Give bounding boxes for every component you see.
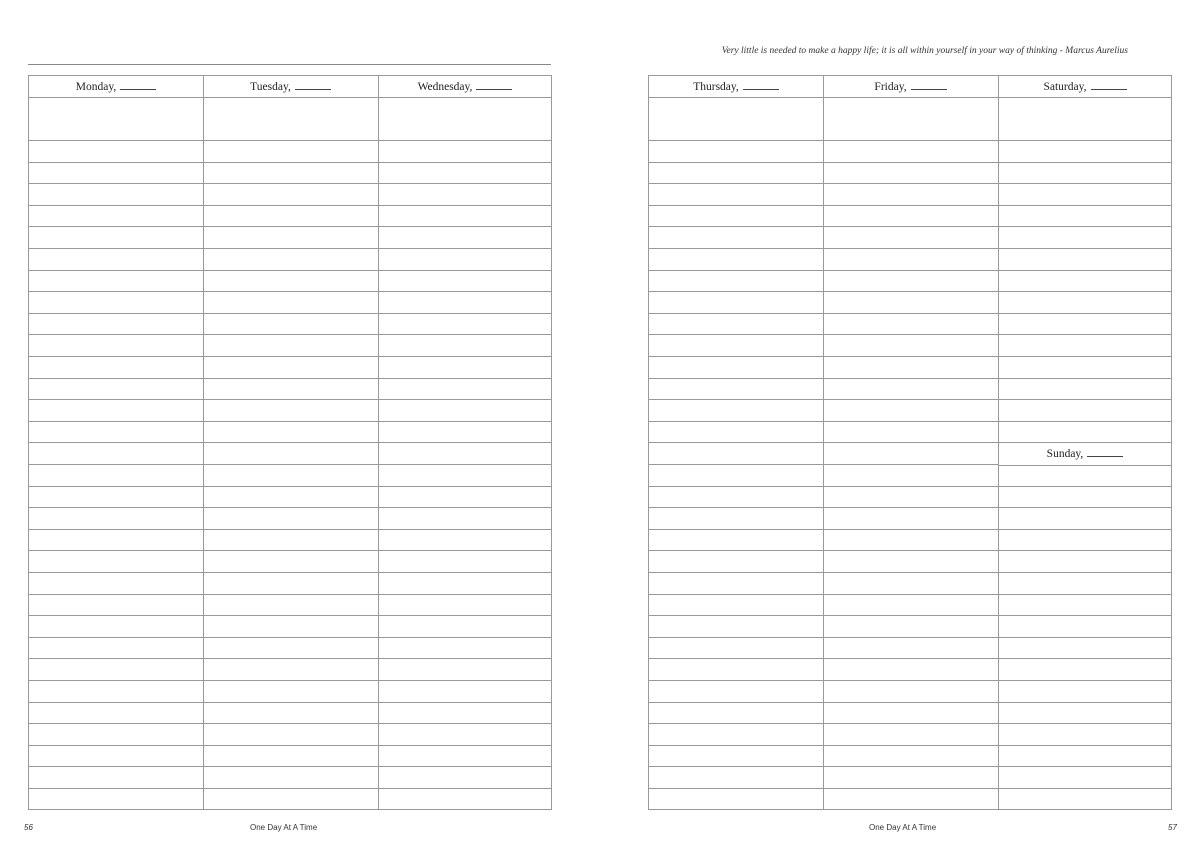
- footer-title: One Day At A Time: [250, 823, 318, 832]
- writing-line[interactable]: [649, 658, 1171, 659]
- day-label: Sunday,: [1046, 448, 1084, 460]
- writing-line[interactable]: [649, 421, 1171, 422]
- day-header-friday: [823, 76, 998, 98]
- writing-line[interactable]: [29, 766, 551, 767]
- writing-line[interactable]: [649, 399, 1171, 400]
- writing-line[interactable]: [29, 313, 551, 314]
- writing-line[interactable]: [29, 162, 551, 163]
- writing-line[interactable]: [649, 594, 1171, 595]
- writing-line[interactable]: [649, 270, 1171, 271]
- day-label: Monday,: [75, 81, 117, 93]
- day-label: Thursday,: [693, 81, 739, 93]
- writing-line[interactable]: [649, 313, 1171, 314]
- left-week-grid: [28, 75, 552, 810]
- day-header-sunday: [998, 443, 1172, 465]
- writing-line[interactable]: [649, 291, 1171, 292]
- sunday-header-rule: [998, 465, 1171, 466]
- footer-title: One Day At A Time: [869, 823, 937, 832]
- quote: Very little is needed to make a happy life; it is all within yourself in your way of thinking - Marcus Aurelius: [721, 46, 1128, 56]
- writing-line[interactable]: [649, 97, 1171, 98]
- page-number: 57: [1168, 823, 1177, 832]
- writing-line[interactable]: [649, 464, 998, 465]
- date-blank[interactable]: [911, 80, 947, 90]
- day-label: Wednesday,: [417, 81, 473, 93]
- writing-line[interactable]: [649, 788, 1171, 789]
- writing-line[interactable]: [649, 529, 1171, 530]
- day-header-wednesday: [378, 76, 552, 98]
- writing-line[interactable]: [649, 334, 1171, 335]
- writing-line[interactable]: [649, 356, 1171, 357]
- writing-line[interactable]: [649, 140, 1171, 141]
- writing-line[interactable]: [29, 745, 551, 746]
- writing-line[interactable]: [29, 550, 551, 551]
- date-blank[interactable]: [743, 80, 779, 90]
- writing-line[interactable]: [29, 615, 551, 616]
- writing-line[interactable]: [29, 291, 551, 292]
- day-header-monday: [29, 76, 203, 98]
- day-header-saturday: [998, 76, 1172, 98]
- writing-line[interactable]: [29, 140, 551, 141]
- writing-line[interactable]: [29, 529, 551, 530]
- writing-line[interactable]: [29, 702, 551, 703]
- page-number: 56: [24, 823, 33, 832]
- writing-line[interactable]: [649, 702, 1171, 703]
- writing-line[interactable]: [649, 442, 1171, 443]
- writing-line[interactable]: [29, 464, 551, 465]
- writing-line[interactable]: [649, 162, 1171, 163]
- writing-line[interactable]: [649, 205, 1171, 206]
- day-label: Friday,: [874, 81, 907, 93]
- writing-line[interactable]: [29, 507, 551, 508]
- writing-line[interactable]: [649, 378, 1171, 379]
- date-blank[interactable]: [476, 80, 512, 90]
- writing-line[interactable]: [29, 270, 551, 271]
- writing-line[interactable]: [29, 442, 551, 443]
- writing-line[interactable]: [649, 507, 1171, 508]
- writing-line[interactable]: [649, 550, 1171, 551]
- writing-line[interactable]: [29, 572, 551, 573]
- writing-line[interactable]: [649, 226, 1171, 227]
- writing-line[interactable]: [29, 421, 551, 422]
- day-header-thursday: [649, 76, 823, 98]
- writing-line[interactable]: [29, 97, 551, 98]
- writing-line[interactable]: [649, 248, 1171, 249]
- date-blank[interactable]: [1087, 447, 1123, 457]
- writing-line[interactable]: [649, 572, 1171, 573]
- writing-line[interactable]: [29, 334, 551, 335]
- writing-line[interactable]: [29, 680, 551, 681]
- day-label: Saturday,: [1043, 81, 1087, 93]
- writing-line[interactable]: [29, 594, 551, 595]
- writing-line[interactable]: [649, 183, 1171, 184]
- date-blank[interactable]: [1091, 80, 1127, 90]
- writing-line[interactable]: [29, 637, 551, 638]
- right-page: [600, 0, 1200, 851]
- writing-line[interactable]: [29, 658, 551, 659]
- day-header-tuesday: [203, 76, 378, 98]
- writing-line[interactable]: [649, 745, 1171, 746]
- writing-line[interactable]: [29, 226, 551, 227]
- day-label: Tuesday,: [250, 81, 291, 93]
- writing-line[interactable]: [649, 723, 1171, 724]
- writing-line[interactable]: [29, 788, 551, 789]
- writing-line[interactable]: [649, 486, 1171, 487]
- right-week-grid: [648, 75, 1172, 810]
- writing-line[interactable]: [649, 637, 1171, 638]
- date-blank[interactable]: [295, 80, 331, 90]
- writing-line[interactable]: [29, 486, 551, 487]
- writing-line[interactable]: [29, 356, 551, 357]
- writing-line[interactable]: [649, 766, 1171, 767]
- writing-line[interactable]: [29, 723, 551, 724]
- writing-line[interactable]: [29, 248, 551, 249]
- writing-line[interactable]: [29, 399, 551, 400]
- writing-line[interactable]: [649, 615, 1171, 616]
- writing-line[interactable]: [29, 205, 551, 206]
- writing-line[interactable]: [649, 680, 1171, 681]
- writing-line[interactable]: [29, 378, 551, 379]
- writing-line[interactable]: [29, 183, 551, 184]
- top-rule: [28, 64, 551, 65]
- date-blank[interactable]: [120, 80, 156, 90]
